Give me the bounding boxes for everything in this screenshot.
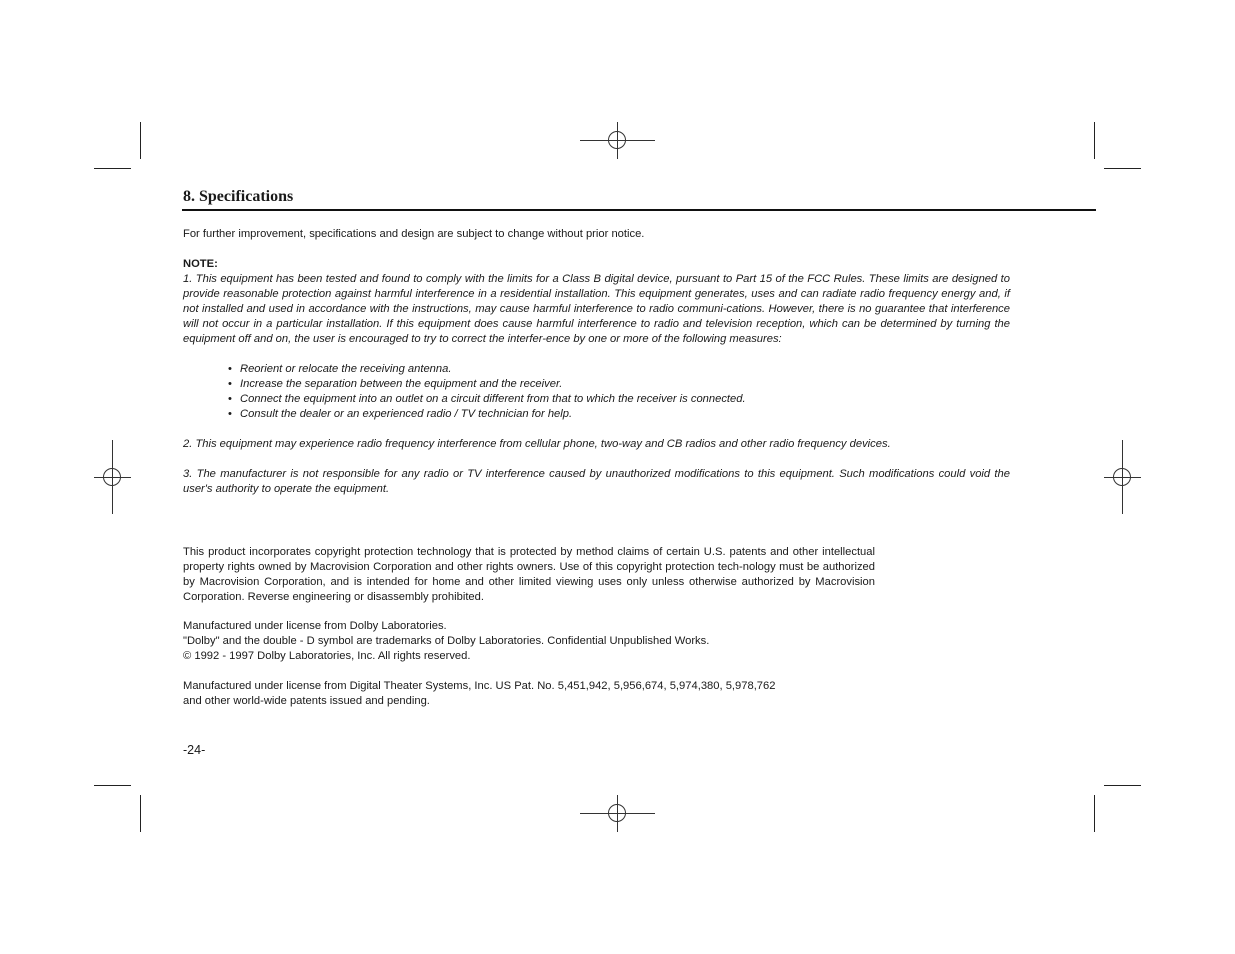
note-item-2: 2. This equipment may experience radio frequency interference from cellular phone, two-way and CB radios and other radio frequency devices.	[183, 438, 891, 450]
bullet-icon: •	[228, 408, 232, 420]
dolby-notice	[183, 619, 709, 664]
page-number: -24-	[183, 743, 206, 757]
bullet-icon: •	[228, 393, 232, 405]
note-label: NOTE:	[183, 258, 218, 270]
list-item: • Consult the dealer or an experienced radio / TV technician for help.	[228, 408, 573, 420]
note-item-3: 3. The manufacturer is not responsible for any radio or TV interference caused by unauthorized modifications to this equipment. Such modifications could void the user's authority to operate the equipment.	[183, 468, 1010, 495]
title-underline	[182, 209, 1096, 211]
crop-mark-bottom-right-vertical	[1094, 795, 1095, 832]
dts-line-2: and other world-wide patents issued and pending.	[183, 695, 430, 707]
dolby-line-1: Manufactured under license from Dolby Laboratories.	[183, 620, 447, 632]
intro-text: For further improvement, specifications and design are subject to change without prior notice.	[183, 228, 645, 240]
crop-mark-top-left-vertical	[140, 122, 141, 159]
macrovision-notice: This product incorporates copyright protection technology that is protected by method claims of certain U.S. patents and other intellectual property rights owned by Macrovision Corporation and other rights owners. Use of this copyright protection tech-nology must be authorized by Macrovision Corporation, and is intended for home and other limited viewing uses only unless otherwise authorized by Macrovision Corporation. Reverse engineering or disassembly prohibited.	[183, 546, 875, 603]
crop-mark-top-left-horizontal	[94, 168, 131, 169]
bullet-icon: •	[228, 363, 232, 375]
crop-mark-bottom-left-horizontal	[94, 785, 131, 786]
crop-mark-bottom-left-vertical	[140, 795, 141, 832]
list-item: • Connect the equipment into an outlet on a circuit different from that to which the receiver is connected.	[228, 393, 746, 405]
section-title: 8. Specifications	[183, 188, 294, 205]
list-item: • Reorient or relocate the receiving antenna.	[228, 363, 452, 375]
dolby-line-2: "Dolby" and the double - D symbol are trademarks of Dolby Laboratories. Confidential Unpublished Works.	[183, 635, 710, 647]
crop-mark-bottom-right-horizontal	[1104, 785, 1141, 786]
bullet-icon: •	[228, 378, 232, 390]
dts-notice	[183, 679, 775, 709]
dolby-line-3: © 1992 - 1997 Dolby Laboratories, Inc. All rights reserved.	[183, 650, 471, 662]
dts-line-1: Manufactured under license from Digital Theater Systems, Inc. US Pat. No. 5,451,942, 5,956,674, 5,974,380, 5,978,762	[183, 680, 776, 692]
crop-mark-top-right-vertical	[1094, 122, 1095, 159]
list-item: • Increase the separation between the equipment and the receiver.	[228, 378, 563, 390]
measures-list	[227, 362, 746, 422]
crop-mark-top-right-horizontal	[1104, 168, 1141, 169]
note-item-1: 1. This equipment has been tested and found to comply with the limits for a Class B digital device, pursuant to Part 15 of the FCC Rules. These limits are designed to provide reasonable protection against harmful interference in a residential installation. This equipment generates, uses and can radiate radio frequency energy and, if not installed and used in accordance with the instructions, may cause harmful interference to radio communi-cations. However, there is no guarantee that interference will not occur in a particular installation. If this equipment does cause harmful interference to radio and television reception, which can be determined by turning the equipment off and on, the user is encouraged to try to correct the interfer-ence by one or more of the following measures:	[183, 273, 1010, 345]
